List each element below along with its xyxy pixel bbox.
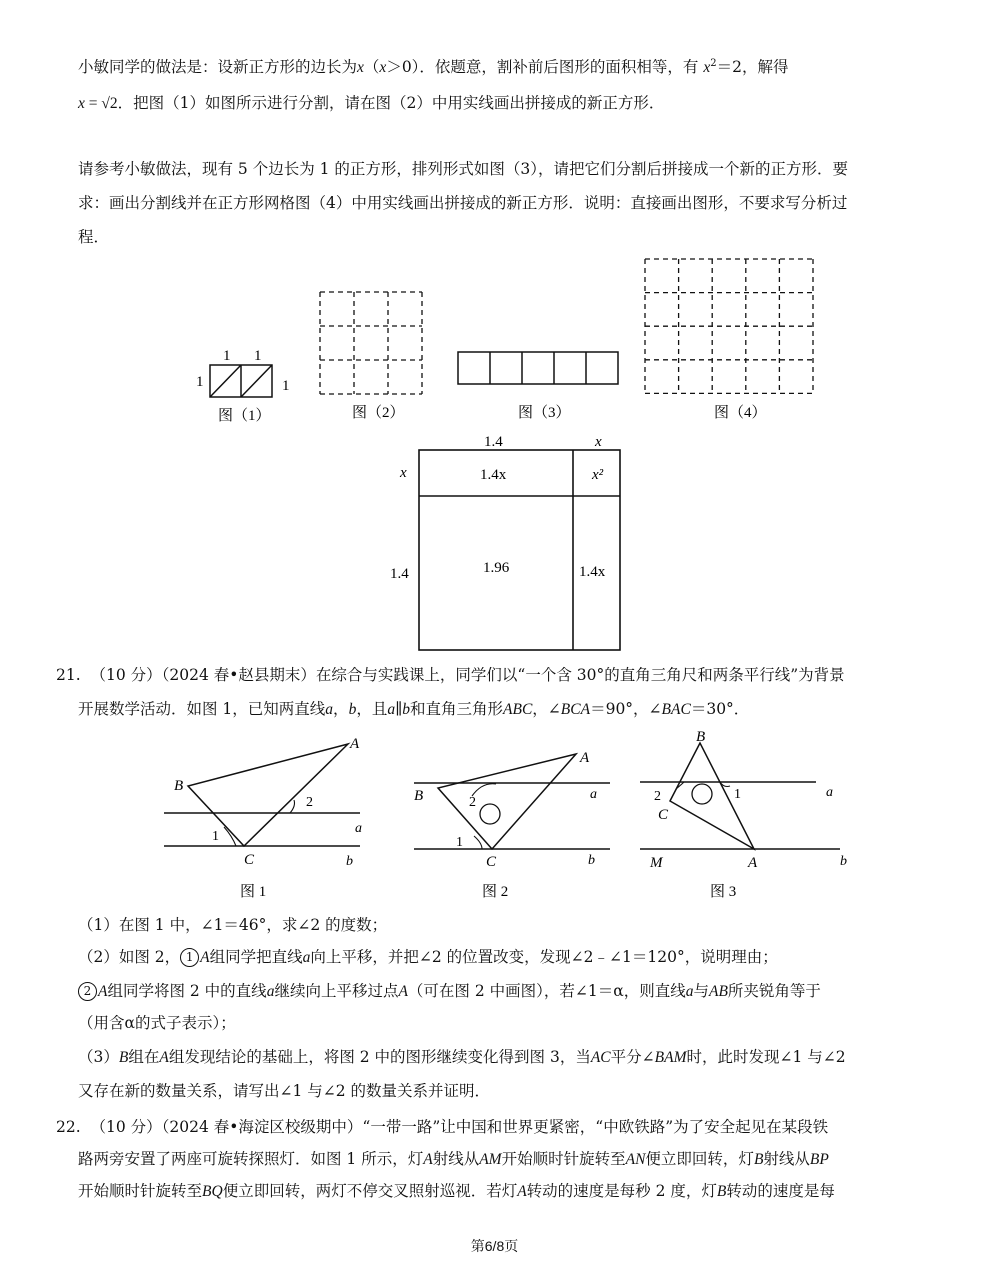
point-A: A <box>748 855 758 871</box>
angle-1-label: 1 <box>212 829 219 844</box>
angle-2-label: 2 <box>469 795 476 810</box>
var-x: x <box>78 95 85 112</box>
point-A: A <box>350 736 360 752</box>
label-a: a <box>826 785 833 800</box>
label-b: b <box>840 854 847 869</box>
fig1-label-top-left: 1 <box>223 348 231 364</box>
area-outer-square <box>419 450 620 650</box>
angle-2-label: 2 <box>654 789 661 804</box>
area-cell-bottom-right: 1.4x <box>579 564 606 580</box>
area-top-label-left: 1.4 <box>484 434 503 450</box>
task-line-3: 程． <box>78 228 110 246</box>
point-C: C <box>658 807 669 823</box>
area-cell-top-right: x² <box>592 467 604 483</box>
intro-line-2 <box>78 92 938 115</box>
point-B: B <box>696 729 706 745</box>
question-number: 21. <box>56 666 81 684</box>
area-cell-bottom-left: 1.96 <box>483 560 510 576</box>
label-a: a <box>590 787 597 802</box>
point-C: C <box>486 854 497 870</box>
figure-2 <box>312 284 434 424</box>
intro-text: ＝2，解得 <box>716 58 789 76</box>
angle-2-arc <box>290 800 295 813</box>
area-diagram <box>380 428 630 654</box>
intro-text: （ <box>363 58 380 76</box>
exponent: 2 <box>710 58 717 69</box>
intro-text: ＞0）．依题意，割补前后图形的面积相等，有 <box>386 58 699 76</box>
q21-part-3-cont: 又存在新的数量关系，请写出∠1 与∠2 的数量关系并证明． <box>78 1082 491 1100</box>
fig1-label-top-right: 1 <box>254 348 262 364</box>
q21-part-2b-cont: （用含α的式子表示）； <box>78 1014 236 1032</box>
q21-part-3: （3）B组在A组发现结论的基础上，将图 2 中的图形继续变化得到图 3，当AC平分∠BAM时，此时发现∠1 与∠2 <box>78 1048 846 1066</box>
point-A: A <box>580 750 590 766</box>
area-side-label-top: x <box>400 465 407 481</box>
page-number: 第6/8页 <box>470 1238 519 1254</box>
q21-figure-2 <box>410 744 615 902</box>
triangle-hole-icon <box>480 804 500 824</box>
angle-1-arc <box>474 836 482 849</box>
label-b: b <box>588 853 595 868</box>
point-B: B <box>174 778 184 794</box>
circled-number: 2 <box>78 982 97 1001</box>
angle-1-label: 1 <box>734 787 741 802</box>
fig1-cut-line <box>210 365 241 397</box>
fig4-dashed-grid <box>645 259 813 393</box>
q21-part-2b: 2 A组同学将图 2 中的直线a继续向上平移过点A（可在图 2 中画图），若∠1＝α，则直线a与AB所夹锐角等于 <box>78 980 938 1003</box>
area-side-label-bottom: 1.4 <box>390 566 409 582</box>
fig2-caption: 图（2） <box>352 405 405 421</box>
fig1-cut-line <box>241 365 272 397</box>
q22-line-2: 路两旁安置了两座可旋转探照灯．如图 1 所示，灯A射线从AM开始顺时针旋转至AN便立即回转，灯B射线从BP <box>78 1150 829 1168</box>
area-cell-top-left: 1.4x <box>480 467 507 483</box>
triangle-hole-icon <box>692 784 712 804</box>
var-x: x <box>703 59 711 76</box>
figure-caption: 图 3 <box>710 884 737 900</box>
q21-part-1: （1）在图 1 中，∠1＝46°，求∠2 的度数； <box>78 916 388 934</box>
figure-4 <box>638 252 820 426</box>
q21-figure-1 <box>160 732 370 902</box>
var-x: x <box>357 59 364 76</box>
q21-line-1 <box>56 664 916 686</box>
point-C: C <box>244 852 255 868</box>
fig1-caption: 图（1） <box>218 408 271 424</box>
var-x: x <box>379 59 387 76</box>
angle-2-label: 2 <box>306 795 313 810</box>
label-b: b <box>346 854 353 869</box>
point-M: M <box>650 855 663 871</box>
figure-caption: 图 2 <box>482 884 509 900</box>
circled-number: 1 <box>180 948 199 967</box>
task-line-2: 求：画出分割线并在正方形网格图（4）中用实线画出拼接成的新正方形．说明：直接画出图形，不要求写分析过 <box>78 194 848 212</box>
question-number: 22. <box>56 1118 81 1136</box>
intro-text: ．把图（1）如图所示进行分割，请在图（2）中用实线画出拼接成的新正方形． <box>117 94 665 112</box>
figure-caption: 图 1 <box>240 884 267 900</box>
q21-part-2: （2）如图 2， 1 A组同学把直线a向上平移，并把∠2 的位置改变，发现∠2﹣∠1＝120°，说明理由； <box>78 948 778 966</box>
fig4-caption: 图（4） <box>714 405 767 421</box>
figure-1 <box>190 340 300 430</box>
fig3-caption: 图（3） <box>518 405 571 421</box>
figure-3 <box>452 346 624 424</box>
fig1-label-left: 1 <box>196 374 204 390</box>
q21-figure-3 <box>636 726 856 902</box>
fig2-dashed-grid <box>320 292 422 394</box>
label-a: a <box>355 821 362 836</box>
q22-line-1: 22. （10 分）（2024 春•海淀区校级期中）“一带一路”让中国和世界更紧密，“中欧铁路”为了安全起见在某段铁 <box>56 1118 829 1136</box>
fig1-label-right: 1 <box>282 378 290 394</box>
q21-line-2: 开展数学活动．如图 1，已知两直线a，b，且a∥b和直角三角形ABC，∠BCA＝90°，∠BAC＝30°． <box>78 700 750 718</box>
fig3-rectangle <box>458 352 618 384</box>
q22-line-3: 开始顺时针旋转至BQ便立即回转，两灯不停交叉照射巡视．若灯A转动的速度是每秒 2 度，灯B转动的速度是每 <box>78 1182 835 1200</box>
q21-text: （10 分）（2024 春•赵县期末）在综合与实践课上，同学们以“一个含 30°的直角三角尺和两条平行线”为背景 <box>90 666 845 684</box>
intro-text: 小敏同学的做法是：设新正方形的边长为 <box>78 58 358 76</box>
intro-line-1 <box>78 56 938 79</box>
point-B: B <box>414 788 424 804</box>
area-top-label-right: x <box>595 434 602 450</box>
angle-1-label: 1 <box>456 835 463 850</box>
task-line-1: 请参考小敏做法，现有 5 个边长为 1 的正方形，排列形式如图（3），请把它们分割后拼接成一个新的正方形．要 <box>78 160 849 178</box>
sqrt-expression: = √2 <box>84 95 118 112</box>
